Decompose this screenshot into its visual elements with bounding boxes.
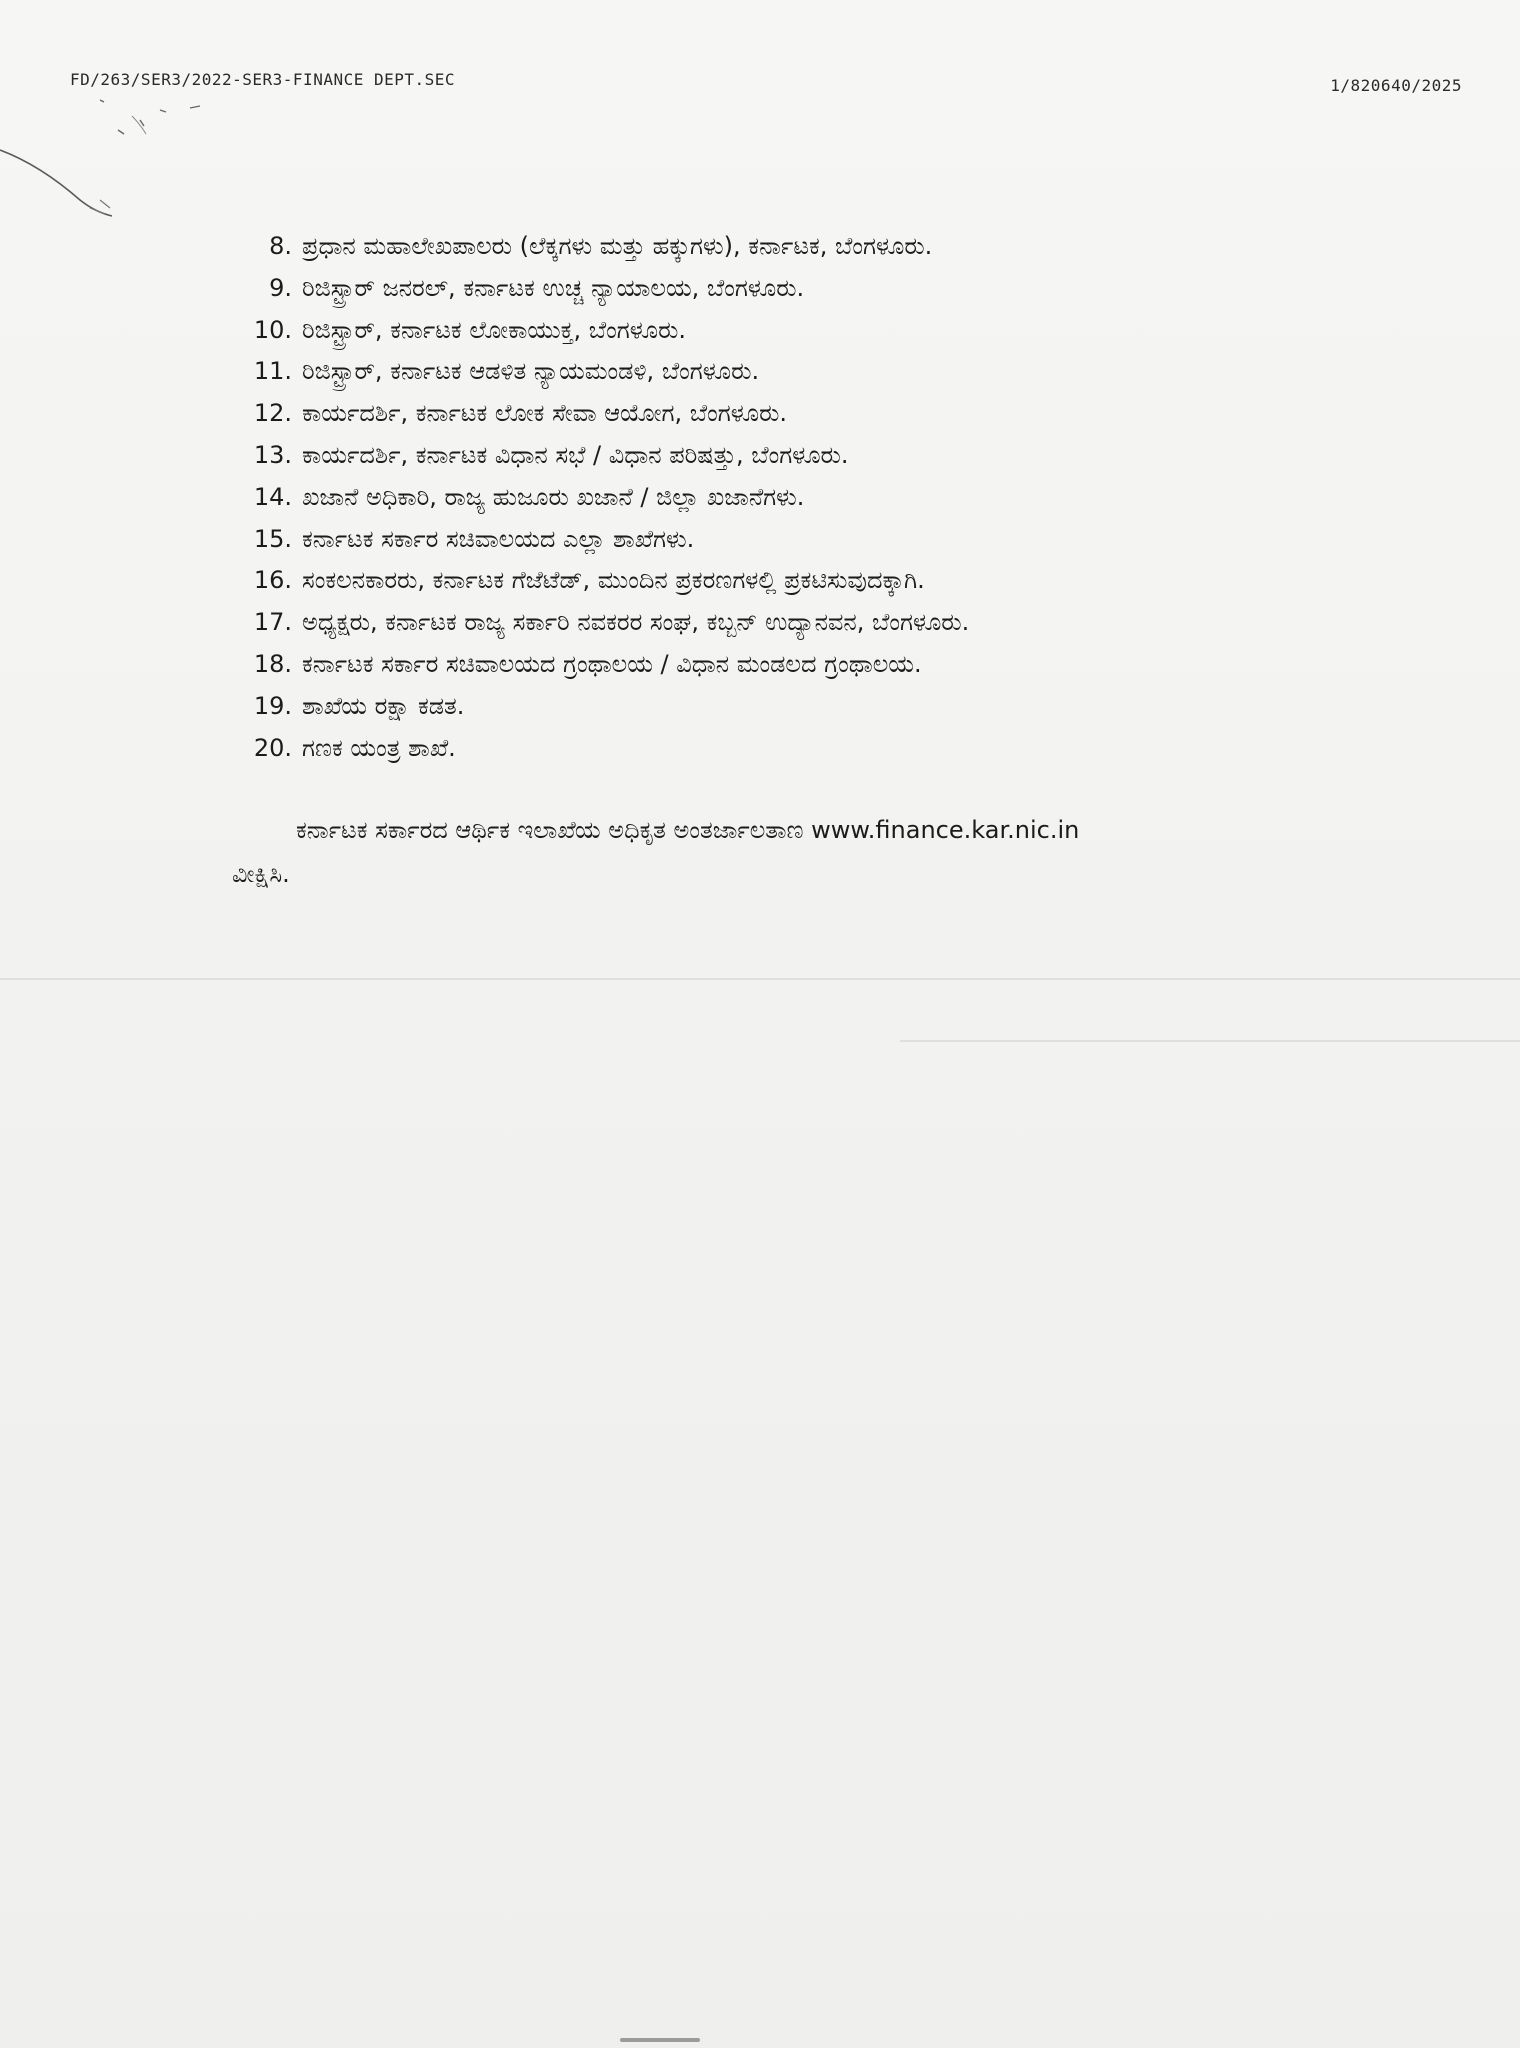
list-item — [240, 393, 1240, 435]
item-number: 8. — [269, 232, 292, 260]
item-text: ಕರ್ನಾಟಕ ಸರ್ಕಾರ ಸಚಿವಾಲಯದ ಗ್ರಂಥಾಲಯ / ವಿಧಾನ ಮಂಡಲದ ಗ್ರಂಥಾಲಯ. — [302, 649, 922, 678]
item-text: ರಿಜಿಸ್ಟ್ರಾರ್, ಕರ್ನಾಟಕ ಲೋಕಾಯುಕ್ತ, ಬೆಂಗಳೂರು. — [302, 315, 687, 344]
item-number: 14. — [253, 482, 292, 511]
item-number: 18. — [253, 649, 292, 678]
list-item — [240, 519, 1240, 561]
item-number: 9. — [269, 273, 292, 302]
document-number: 1/820640/2025 — [1330, 76, 1462, 95]
website-note-line-1: ಕರ್ನಾಟಕ ಸರ್ಕಾರದ ಆರ್ಥಿಕ ಇಲಾಖೆಯ ಅಧಿಕೃತ ಅಂತರ್ಜಾಲತಾಣ www.finance.kar.nic.in — [296, 816, 1080, 844]
item-text: ಸಂಕಲನಕಾರರು, ಕರ್ನಾಟಕ ಗೆಜೆಟೆಡ್, ಮುಂದಿನ ಪ್ರಕರಣಗಳಲ್ಲಿ ಪ್ರಕಟಿಸುವುದಕ್ಕಾಗಿ. — [302, 566, 925, 595]
list-item — [240, 351, 1240, 393]
list-item — [240, 728, 1240, 770]
list-item — [240, 602, 1240, 644]
item-number: 11. — [253, 357, 292, 386]
item-number: 10. — [253, 315, 292, 344]
list-item — [240, 310, 1240, 352]
item-number: 12. — [253, 399, 292, 428]
list-item — [240, 435, 1240, 477]
fold-line — [0, 978, 1520, 980]
item-text: ಕಾರ್ಯದರ್ಶಿ, ಕರ್ನಾಟಕ ವಿಧಾನ ಸಭೆ / ವಿಧಾನ ಪರಿಷತ್ತು, ಬೆಂಗಳೂರು. — [302, 440, 849, 469]
item-text: ಗಣಕ ಯಂತ್ರ ಶಾಖೆ. — [302, 733, 456, 762]
item-text: ಪ್ರಧಾನ ಮಹಾಲೇಖಪಾಲರು (ಲೆಕ್ಕಗಳು ಮತ್ತು ಹಕ್ಕುಗಳು), ಕರ್ನಾಟಕ, ಬೆಂಗಳೂರು. — [302, 232, 933, 260]
scan-edge-mark — [620, 2038, 700, 2042]
scan-artifact-marks — [0, 90, 240, 230]
item-number: 15. — [253, 524, 292, 553]
list-item — [240, 560, 1240, 602]
item-number: 17. — [253, 608, 292, 637]
item-text: ರಿಜಿಸ್ಟ್ರಾರ್ ಜನರಲ್, ಕರ್ನಾಟಕ ಉಚ್ಚ ನ್ಯಾಯಾಲಯ, ಬೆಂಗಳೂರು. — [302, 273, 805, 302]
list-item — [240, 268, 1240, 310]
item-text: ಶಾಖೆಯ ರಕ್ಷಾ ಕಡತ. — [302, 691, 465, 720]
distribution-list — [240, 226, 1240, 769]
item-text: ಕರ್ನಾಟಕ ಸರ್ಕಾರ ಸಚಿವಾಲಯದ ಎಲ್ಲಾ ಶಾಖೆಗಳು. — [302, 524, 695, 553]
item-text: ಕಾರ್ಯದರ್ಶಿ, ಕರ್ನಾಟಕ ಲೋಕ ಸೇವಾ ಆಯೋಗ, ಬೆಂಗಳೂರು. — [302, 399, 788, 428]
item-number: 19. — [253, 691, 292, 720]
item-number: 13. — [253, 440, 292, 469]
fold-line — [900, 1040, 1520, 1042]
list-item — [240, 477, 1240, 519]
list-item — [240, 226, 1240, 268]
list-item — [240, 686, 1240, 728]
item-number: 16. — [253, 566, 292, 595]
website-note-line-2: ವೀಕ್ಷಿಸಿ. — [232, 860, 290, 888]
list-item — [240, 644, 1240, 686]
file-reference: FD/263/SER3/2022-SER3-FINANCE DEPT.SEC — [70, 70, 456, 89]
item-text: ರಿಜಿಸ್ಟ್ರಾರ್, ಕರ್ನಾಟಕ ಆಡಳಿತ ನ್ಯಾಯಮಂಡಳಿ, ಬೆಂಗಳೂರು. — [302, 357, 760, 386]
website-note — [232, 808, 1322, 896]
item-text: ಖಜಾನೆ ಅಧಿಕಾರಿ, ರಾಜ್ಯ ಹುಜೂರು ಖಜಾನೆ / ಜಿಲ್ಲಾ ಖಜಾನೆಗಳು. — [302, 482, 805, 511]
item-number: 20. — [253, 733, 292, 762]
item-text: ಅಧ್ಯಕ್ಷರು, ಕರ್ನಾಟಕ ರಾಜ್ಯ ಸರ್ಕಾರಿ ನವಕರರ ಸಂಘ, ಕಬ್ಬನ್ ಉದ್ಯಾನವನ, ಬೆಂಗಳೂರು. — [302, 608, 970, 637]
